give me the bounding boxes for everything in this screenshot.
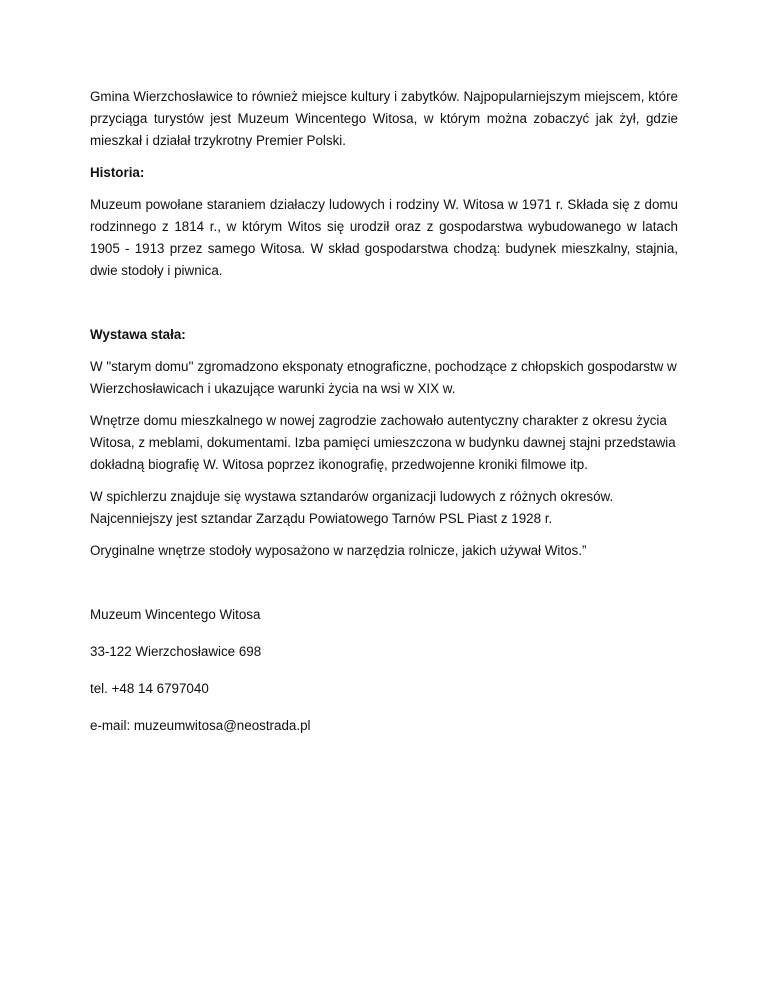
contact-phone: tel. +48 14 6797040 xyxy=(90,681,209,696)
exhibition-paragraph-old-house: W "starym domu'' zgromadzono eksponaty etnograficzne, pochodzące z chłopskich gospodarstw w Wierzchosławicach i ukazujące warunki życia na wsi w XIX w. xyxy=(90,359,677,396)
exhibition-paragraph-interior: Wnętrze domu mieszkalnego w nowej zagrodzie zachowało autentyczny charakter z okresu życia Witosa, z meblami, dokumentami. Izba pamięci umieszczona w budynku dawnej stajni przedstawia dokładną biografię W. Witosa poprzez ikonografię, przedwojenne kroniki filmowe itp. xyxy=(90,413,676,472)
history-heading: Historia: xyxy=(90,165,145,180)
document-page xyxy=(90,86,678,752)
contact-address: 33-122 Wierzchosławice 698 xyxy=(90,644,262,659)
exhibition-heading: Wystawa stała: xyxy=(90,327,186,342)
intro-paragraph: Gmina Wierzchosławice to również miejsce kultury i zabytków. Najpopularniejszym miejscem, które przyciąga turystów jest Muzeum Wincentego Witosa, w którym można zobaczyć jak żył, gdzie mieszkał i działał trzykrotny Premier Polski. xyxy=(90,89,678,148)
history-paragraph: Muzeum powołane staraniem działaczy ludowych i rodziny W. Witosa w 1971 r. Składa się z domu rodzinnego z 1814 r., w którym Witos się urodził oraz z gospodarstwa wybudowanego w latach 1905 - 1913 przez samego Witosa. W skład gospodarstwa chodzą: budynek mieszkalny, stajnia, dwie stodoły i piwnica. xyxy=(90,197,678,278)
contact-block xyxy=(90,604,678,737)
contact-email: e-mail: muzeumwitosa@neostrada.pl xyxy=(90,718,311,733)
exhibition-paragraph-barn: Oryginalne wnętrze stodoły wyposażono w narzędzia rolnicze, jakich używał Witos.” xyxy=(90,543,587,558)
exhibition-paragraph-granary: W spichlerzu znajduje się wystawa sztandarów organizacji ludowych z różnych okresów. Najcenniejszy jest sztandar Zarządu Powiatowego Tarnów PSL Piast z 1928 r. xyxy=(90,489,614,526)
contact-name: Muzeum Wincentego Witosa xyxy=(90,607,261,622)
